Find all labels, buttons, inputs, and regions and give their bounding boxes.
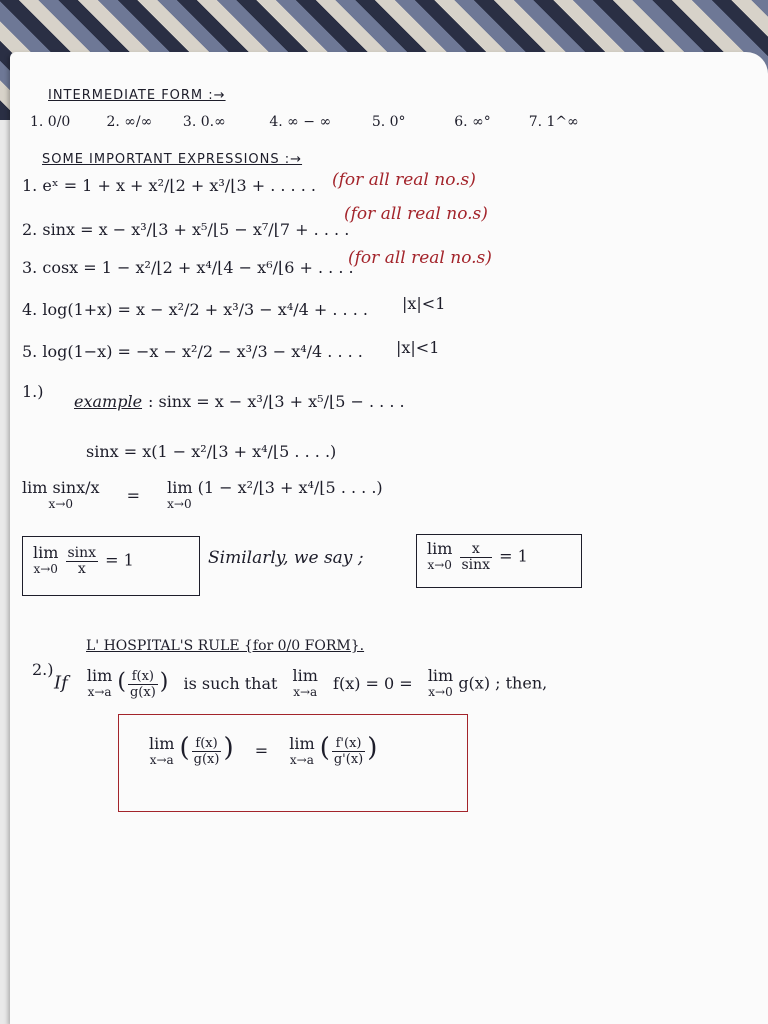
- form-3: 3. 0.∞: [182, 114, 226, 130]
- form-5: 5. 0°: [371, 114, 406, 130]
- lhospital-rule: lim x→a ( $\frac{f(x)}{g(x)}$ ) = lim x→a ( $\frac{f'(x)}{g'(x)}$ ): [149, 733, 378, 767]
- result-box-1: lim x→0 $\frac{\sin x}{x}$ = 1: [22, 536, 200, 596]
- similarly-text: Similarly, we say ;: [208, 548, 364, 568]
- lhospital-rule-box: [118, 714, 468, 812]
- expr-sin-note: (for all real no.s): [344, 204, 488, 224]
- lhospital-condition: If lim x→a ( $\frac{f(x)}{g(x)}$ ) is such that lim x→a f(x) = 0 = lim x→0 g(x) ; then,: [54, 666, 548, 700]
- example-line-3: lim sinx/x x→0 = lim (1 − x²/⌊3 + x⁴/⌊5 . . . .) x→0: [22, 478, 383, 511]
- expr-exp-note: (for all real no.s): [332, 170, 476, 190]
- expr-log-minus: 5. log(1−x) = −x − x²/2 − x³/3 − x⁴/4 . . . .: [22, 342, 363, 361]
- expr-exp: 1. eˣ = 1 + x + x²/⌊2 + x³/⌊3 + . . . . .: [22, 176, 316, 195]
- form-4: 4. ∞ − ∞: [269, 114, 332, 130]
- example-label: example: [74, 392, 143, 411]
- example-limit-right: lim (1 − x²/⌊3 + x⁴/⌊5 . . . .) x→0: [167, 478, 383, 511]
- notebook-page: [10, 52, 768, 1024]
- lhospital-marker: 2.): [32, 660, 54, 679]
- expr-cos: 3. cosx = 1 − x²/⌊2 + x⁴/⌊4 − x⁶/⌊6 + . . . .: [22, 258, 354, 277]
- expr-sin: 2. sinx = x − x³/⌊3 + x⁵/⌊5 − x⁷/⌊7 + . . . .: [22, 220, 350, 239]
- form-7: 7. 1^∞: [528, 114, 579, 130]
- expr-log-plus: 4. log(1+x) = x − x²/2 + x³/3 − x⁴/4 + . . . .: [22, 300, 368, 319]
- result-box-2: lim x→0 $\frac{x}{\sin x}$ = 1: [416, 534, 582, 588]
- form-1: 1. 0/0: [30, 114, 71, 130]
- expr-log-plus-cond: |x|<1: [402, 294, 446, 313]
- expressions-heading: SOME IMPORTANT EXPRESSIONS :→: [42, 152, 303, 167]
- expr-log-minus-cond: |x|<1: [396, 338, 440, 357]
- intermediate-heading: INTERMEDIATE FORM :→: [48, 88, 226, 103]
- form-6: 6. ∞°: [454, 114, 491, 130]
- example-line-1: : sinx = x − x³/⌊3 + x⁵/⌊5 − . . . .: [148, 392, 405, 411]
- expr-cos-note: (for all real no.s): [348, 248, 492, 268]
- form-2: 2. ∞/∞: [106, 114, 153, 130]
- example-marker: 1.): [22, 382, 44, 401]
- example-line-2: sinx = x(1 − x²/⌊3 + x⁴/⌊5 . . . .): [86, 442, 337, 461]
- intermediate-forms-row: [30, 114, 730, 130]
- lhospital-title: L' HOSPITAL'S RULE {for 0/0 FORM}.: [86, 638, 365, 654]
- example-limit-left: lim sinx/x x→0: [22, 478, 100, 511]
